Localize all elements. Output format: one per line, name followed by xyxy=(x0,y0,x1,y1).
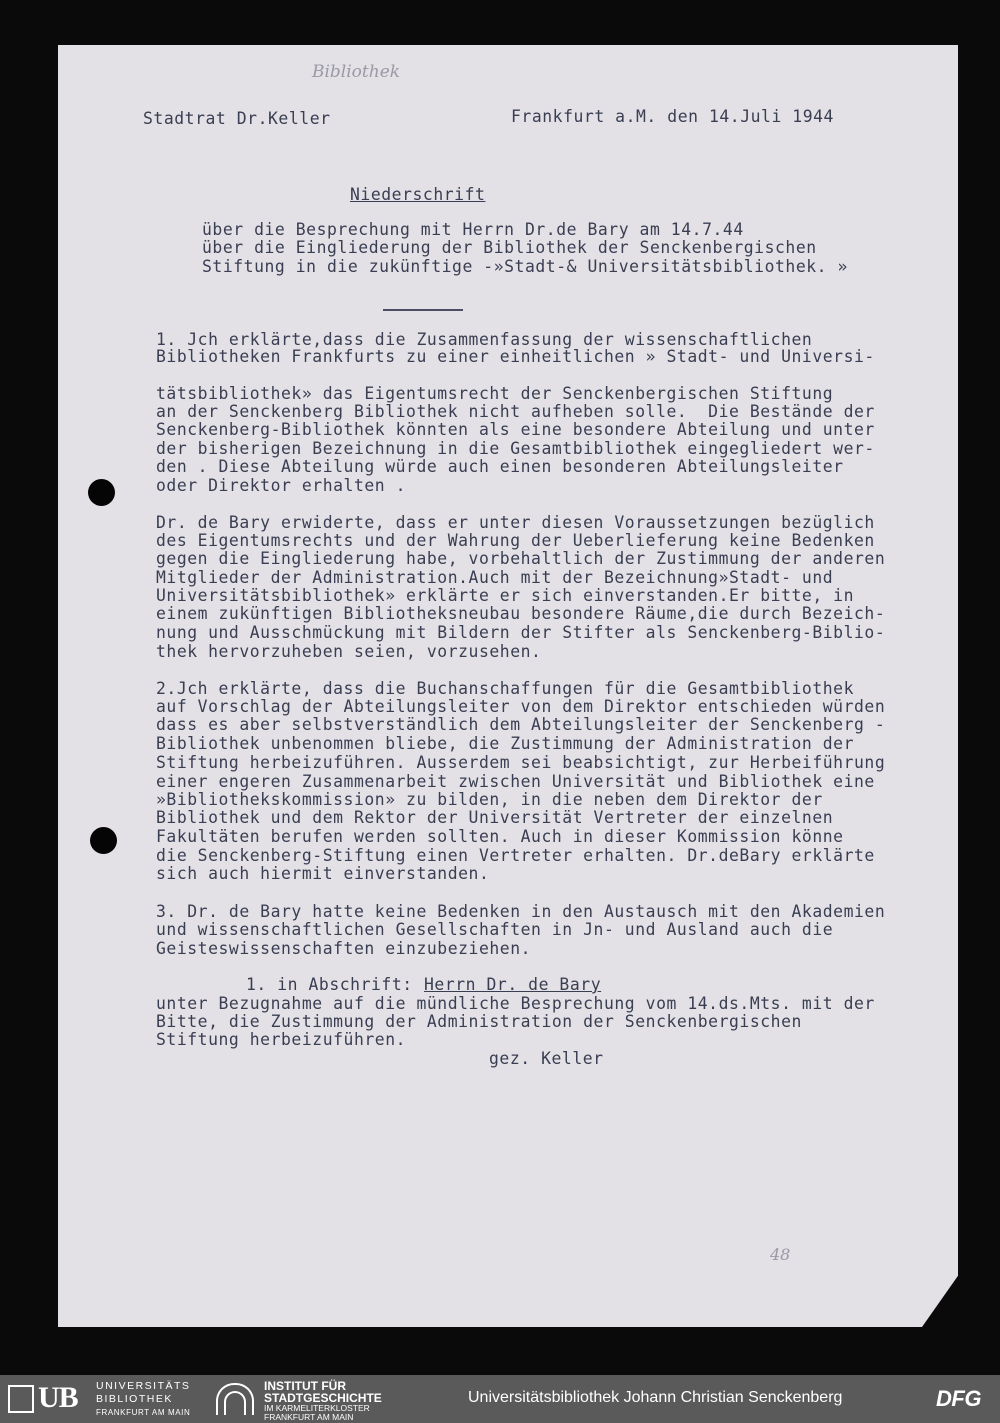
text-line: tätsbibliothek» das Eigentumsrecht der Senckenbergischen Stiftung xyxy=(156,384,834,403)
text-line: 3. Dr. de Bary hatte keine Bedenken in den Austausch mit den Akademien xyxy=(156,902,886,921)
text-line: einem zukünftigen Bibliotheksneubau besondere Räume,die durch Bezeich- xyxy=(156,604,886,623)
text-line: Stiftung herbeizuführen. Ausserdem sei beabsichtigt, zur Herbeiführung xyxy=(156,753,886,772)
text-line: »Bibliothekskommission» zu bilden, in die neben dem Direktor der xyxy=(156,790,823,809)
text-line: an der Senckenberg Bibliothek nicht aufheben solle. Die Bestände der xyxy=(156,402,875,421)
text-line: Geisteswissenschaften einzubeziehen. xyxy=(156,939,532,958)
text-line: einer engeren Zusammenarbeit zwischen Universität und Bibliothek eine xyxy=(156,772,875,791)
text-line: thek hervorzuheben seien, vorzusehen. xyxy=(156,642,542,661)
isg-subtitle-line: FRANKFURT AM MAIN xyxy=(264,1412,354,1422)
text-line: Senckenberg-Bibliothek könnten als eine besondere Abteilung und unter xyxy=(156,420,875,439)
ub-name-line: FRANKFURT AM MAIN xyxy=(96,1408,191,1417)
text-line: 1. Jch erklärte,dass die Zusammenfassung der wissenschaftlichen xyxy=(156,330,813,349)
text-line: unter Bezugnahme auf die mündliche Besprechung vom 14.ds.Mts. mit der xyxy=(156,994,875,1013)
text-line: auf Vorschlag der Abteilungsleiter von dem Direktor entschieden würden xyxy=(156,697,886,716)
ub-name-line: UNIVERSITÄTS xyxy=(96,1380,191,1392)
copy-recipient: Herrn Dr. de Bary xyxy=(424,975,602,994)
sender: Stadtrat Dr.Keller xyxy=(143,109,331,128)
copy-prefix: 1. in Abschrift: xyxy=(246,975,413,994)
ub-logo: UB xyxy=(38,1381,78,1414)
isg-subtitle-line: IM KARMELITERKLOSTER xyxy=(264,1403,370,1413)
library-name[interactable]: Universitätsbibliothek Johann Christian Senckenberg xyxy=(468,1389,843,1406)
text-line: 2.Jch erklärte, dass die Buchanschaffungen für die Gesamtbibliothek xyxy=(156,679,855,698)
text-line: Stiftung herbeizuführen. xyxy=(156,1030,407,1049)
text-line: Mitglieder der Administration.Auch mit der Bezeichnung»Stadt- und xyxy=(156,568,834,587)
pencil-note: Bibliothek xyxy=(312,62,401,82)
text-line: sich auch hiermit einverstanden. xyxy=(156,864,490,883)
text-line: nung und Ausschmückung mit Bildern der Stifter als Senckenberg-Biblio- xyxy=(156,623,886,642)
text-line: dass es aber selbstverständlich dem Abteilungsleiter der Senckenberg - xyxy=(156,715,886,734)
text-line: die Senckenberg-Stiftung einen Vertreter erhalten. Dr.deBary erklärte xyxy=(156,846,875,865)
signature: gez. Keller xyxy=(489,1049,604,1068)
subject-line: über die Eingliederung der Bibliothek der Senckenbergischen xyxy=(202,238,817,257)
ub-name-line: BIBLIOTHEK xyxy=(96,1393,173,1405)
punch-hole xyxy=(90,827,117,854)
footer-bar xyxy=(0,1375,1000,1423)
subject-line: über die Besprechung mit Herrn Dr.de Bary am 14.7.44 xyxy=(202,220,744,239)
text-line: Bibliothek unbenommen bliebe, die Zustimmung der Administration der xyxy=(156,734,855,753)
punch-hole xyxy=(88,479,115,506)
document-title: Niederschrift xyxy=(350,185,486,204)
text-line: Dr. de Bary erwiderte, dass er unter diesen Voraussetzungen bezüglich xyxy=(156,513,875,532)
text-line: Bitte, die Zustimmung der Administration der Senckenbergischen xyxy=(156,1012,802,1031)
text-line: Fakultäten berufen werden sollten. Auch in dieser Kommission könne xyxy=(156,827,844,846)
text-line: den . Diese Abteilung würde auch einen besonderen Abteilungsleiter xyxy=(156,457,844,476)
place-date: Frankfurt a.M. den 14.Juli 1944 xyxy=(511,107,834,126)
text-line: des Eigentumsrechts und der Wahrung der Ueberlieferung keine Bedenken xyxy=(156,531,875,550)
isg-subtitle xyxy=(264,1404,370,1422)
isg-name-line: INSTITUT FÜR xyxy=(264,1379,346,1393)
text-line: und wissenschaftlichen Gesellschaften in Jn- und Ausland auch die xyxy=(156,920,834,939)
text-line: der bisherigen Bezeichnung in die Gesamtbibliothek eingegliedert wer- xyxy=(156,439,875,458)
text-line: Universitätsbibliothek» erklärte er sich einverstanden.Er bitte, in xyxy=(156,586,855,605)
isg-name-line: STADTGESCHICHTE xyxy=(264,1391,382,1405)
text-line: Bibliothek und dem Rektor der Universität Vertreter der einzelnen xyxy=(156,808,834,827)
text-line: oder Direktor erhalten . xyxy=(156,476,407,495)
page-number: 48 xyxy=(770,1245,791,1264)
ub-emblem-icon xyxy=(8,1385,34,1413)
dfg-logo: DFG xyxy=(936,1386,981,1411)
text-line: Bibliotheken Frankfurts zu einer einheitlichen » Stadt- und Universi- xyxy=(156,347,875,366)
isg-arch-inner-icon xyxy=(224,1391,246,1415)
separator-rule xyxy=(383,309,463,311)
text-line: gegen die Eingliederung habe, vorbehaltlich der Zustimmung der anderen xyxy=(156,549,886,568)
subject-line: Stiftung in die zukünftige -»Stadt-& Universitätsbibliothek. » xyxy=(202,257,848,276)
isg-name xyxy=(264,1380,382,1404)
